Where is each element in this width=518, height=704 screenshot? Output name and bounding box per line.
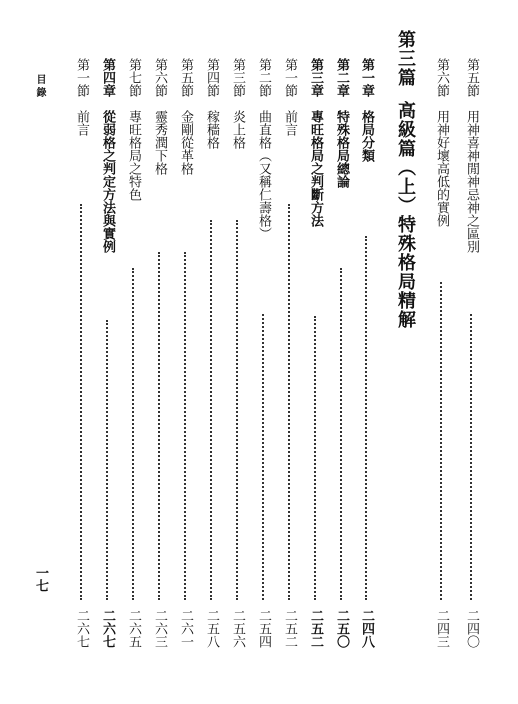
leader-dots — [363, 236, 367, 600]
page-number: 一七 — [33, 566, 48, 592]
entry-page: 二六七 — [100, 609, 115, 648]
toc-entry[interactable] — [281, 58, 297, 648]
leader-dots — [208, 220, 212, 600]
leader-dots — [182, 252, 186, 600]
entry-page: 二四〇 — [464, 609, 479, 648]
entry-page: 二五六 — [230, 609, 245, 648]
leader-dots — [312, 316, 316, 600]
entry-page: 二六一 — [178, 609, 193, 648]
entry-number: 第三節 — [230, 58, 245, 97]
toc-entry[interactable] — [255, 58, 271, 648]
entry-number: 第六節 — [152, 58, 167, 97]
leader-dots — [438, 282, 442, 600]
entry-title: 從弱格之判定方法與實例 — [100, 110, 115, 253]
entry-title: 特殊格局總論 — [334, 110, 349, 188]
toc-entry[interactable] — [99, 58, 115, 648]
entry-page: 二六五 — [126, 609, 141, 648]
entry-number: 第一節 — [282, 58, 297, 97]
toc-entry[interactable] — [73, 58, 89, 648]
leader-dots — [130, 268, 134, 600]
entry-page: 二六三 — [152, 609, 167, 648]
entry-number: 第五節 — [464, 58, 479, 97]
leader-dots — [260, 314, 264, 600]
entry-number: 第六節 — [434, 58, 449, 97]
entry-number: 第一節 — [74, 58, 89, 97]
entry-page: 二四八 — [359, 609, 374, 648]
entry-page: 二五二 — [282, 609, 297, 648]
entry-page: 二四三 — [434, 609, 449, 648]
entry-page: 二五四 — [256, 609, 271, 648]
entry-page: 二五八 — [204, 609, 219, 648]
entry-title: 專旺格局之判斷方法 — [308, 110, 323, 227]
leader-dots — [78, 204, 82, 600]
entry-title: 金剛從革格 — [178, 110, 193, 175]
entry-title: 用神好壞高低的實例 — [434, 110, 449, 227]
toc-entry[interactable] — [177, 58, 193, 648]
entry-title: 炎上格 — [230, 110, 245, 149]
running-header: 目錄 — [34, 74, 45, 100]
leader-dots — [104, 320, 108, 600]
entry-number: 第三篇 — [395, 30, 416, 87]
toc-entry[interactable] — [307, 58, 323, 648]
leader-dots — [234, 220, 238, 600]
leader-dots — [286, 204, 290, 600]
entry-number: 第二章 — [334, 58, 349, 97]
entry-title: 曲直格（又稱仁壽格） — [256, 110, 271, 240]
entry-title: 前言 — [74, 110, 89, 136]
entry-number: 第二節 — [256, 58, 271, 97]
toc-entry[interactable] — [333, 58, 349, 648]
entry-number: 第五節 — [178, 58, 193, 97]
entry-title: 前言 — [282, 110, 297, 136]
leader-dots — [468, 314, 472, 600]
toc-entry[interactable] — [229, 58, 245, 648]
toc-entry[interactable] — [433, 58, 449, 648]
entry-title: 用神喜神閒神忌神之區別 — [464, 110, 479, 253]
toc-entry[interactable] — [203, 58, 219, 648]
entry-number: 第七節 — [126, 58, 141, 97]
toc-entry[interactable] — [358, 58, 374, 648]
entry-title: 靈秀潤下格 — [152, 110, 167, 175]
leader-dots — [338, 268, 342, 600]
entry-page: 二五〇 — [334, 609, 349, 648]
entry-number: 第四章 — [100, 58, 115, 97]
leader-dots — [156, 252, 160, 600]
entry-page: 二六七 — [74, 609, 89, 648]
entry-number: 第四節 — [204, 58, 219, 97]
entry-title: 高級篇（上）特殊格局精解 — [395, 101, 416, 329]
toc-entry[interactable] — [463, 58, 479, 648]
entry-title: 格局分類 — [359, 110, 374, 162]
toc-entry[interactable] — [125, 58, 141, 648]
entry-page: 二五二 — [308, 609, 323, 648]
toc-entry[interactable] — [151, 58, 167, 648]
entry-title: 專旺格局之特色 — [126, 110, 141, 201]
toc-part-heading[interactable] — [395, 30, 415, 620]
entry-title: 稼穡格 — [204, 110, 219, 149]
entry-number: 第三章 — [308, 58, 323, 97]
entry-number: 第一章 — [359, 58, 374, 97]
